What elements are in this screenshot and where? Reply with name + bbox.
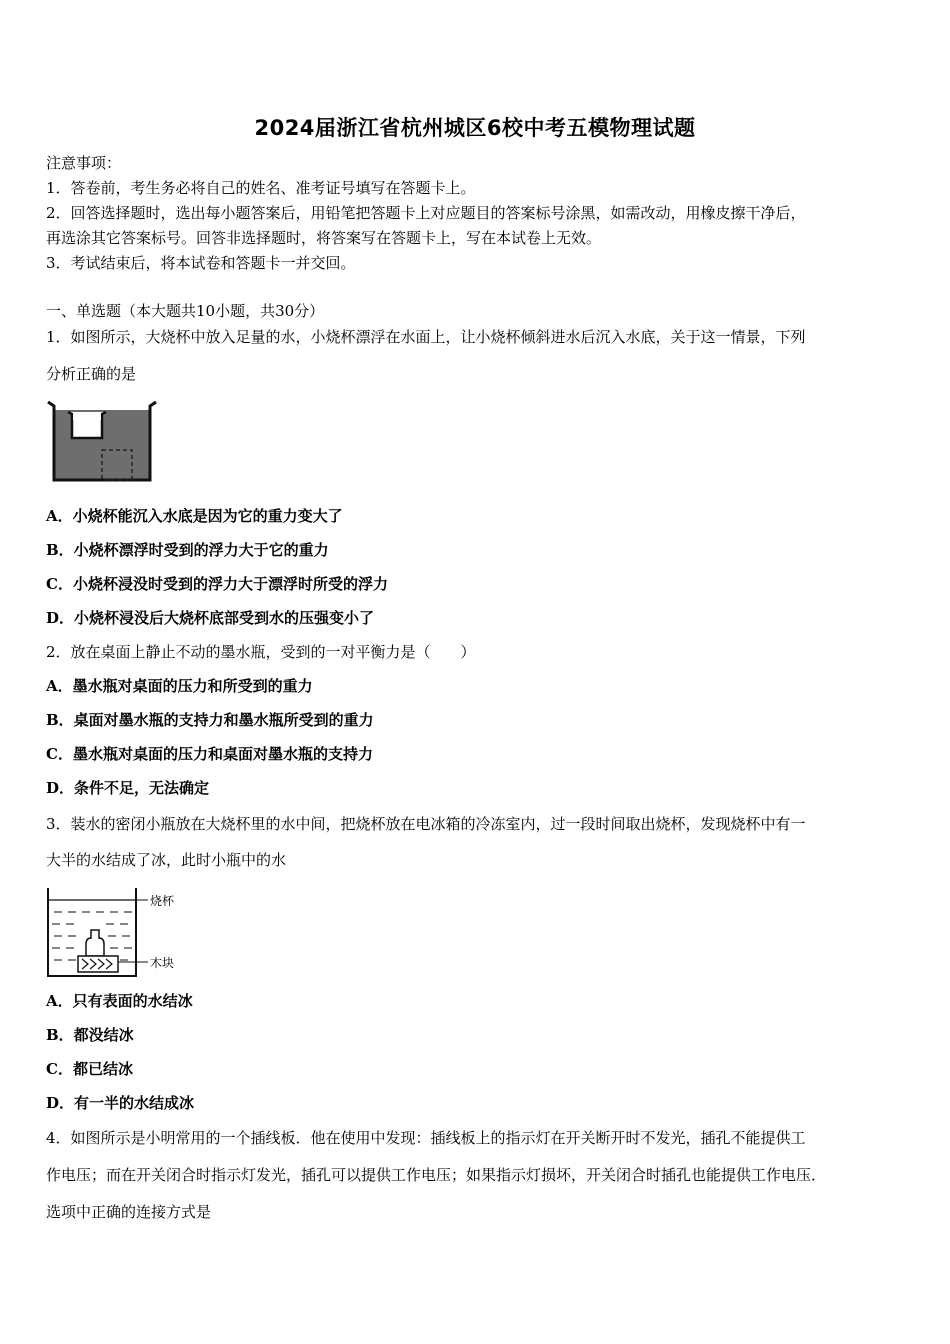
notice-item: 3．考试结束后，将本试卷和答题卡一并交回。 xyxy=(46,254,356,272)
notice-item: 1．答卷前，考生务必将自己的姓名、准考证号填写在答题卡上。 xyxy=(46,179,476,197)
section-heading: 一、单选题（本大题共10小题，共30分） xyxy=(46,302,325,320)
question-stem: 4．如图所示是小明常用的一个插线板．他在使用中发现：插线板上的指示灯在开关断开时不发光，插孔不能提供工 xyxy=(46,1129,806,1147)
question-stem: 分析正确的是 xyxy=(46,365,137,383)
option: C．小烧杯浸没时受到的浮力大于漂浮时所受的浮力 xyxy=(46,575,388,593)
beaker-label: 烧杯 xyxy=(150,894,175,908)
question-stem: 大半的水结成了冰，此时小瓶中的水 xyxy=(46,851,287,869)
beaker-figure xyxy=(46,398,158,484)
wood-block-label: 木块 xyxy=(150,956,175,970)
notice-item: 2．回答选择题时，选出每小题答案后，用铅笔把答题卡上对应题目的答案标号涂黑，如需改动，用橡皮擦干净后， xyxy=(46,204,806,222)
option: D．小烧杯浸没后大烧杯底部受到水的压强变小了 xyxy=(46,609,375,627)
option: D．条件不足，无法确定 xyxy=(46,779,210,797)
small-bottle xyxy=(86,930,104,956)
option: A．小烧杯能沉入水底是因为它的重力变大了 xyxy=(46,507,343,525)
question-stem: 3．装水的密闭小瓶放在大烧杯里的水中间，把烧杯放在电冰箱的冷冻室内，过一段时间取出烧杯，发现烧杯中有一 xyxy=(46,815,806,833)
question-stem: 2．放在桌面上静止不动的墨水瓶，受到的一对平衡力是（ ） xyxy=(46,643,476,661)
question-stem: 选项中正确的连接方式是 xyxy=(46,1203,212,1221)
small-beaker-gap xyxy=(73,414,101,420)
page-title: 2024届浙江省杭州城区6校中考五模物理试题 xyxy=(254,116,696,140)
option: B．都没结冰 xyxy=(46,1026,134,1044)
question-stem: 作电压；而在开关闭合时指示灯发光，插孔可以提供工作电压；如果指示灯损坏，开关闭合时插孔也能提供工作电压． xyxy=(46,1166,827,1184)
option: B．桌面对墨水瓶的支持力和墨水瓶所受到的重力 xyxy=(46,711,374,729)
option: B．小烧杯漂浮时受到的浮力大于它的重力 xyxy=(46,541,329,559)
option: A．墨水瓶对桌面的压力和所受到的重力 xyxy=(46,677,313,695)
option: C．墨水瓶对桌面的压力和桌面对墨水瓶的支持力 xyxy=(46,745,373,763)
option: A．只有表面的水结冰 xyxy=(46,992,193,1010)
question-stem: 1．如图所示，大烧杯中放入足量的水，小烧杯漂浮在水面上，让小烧杯倾斜进水后沉入水底，关于这一情景，下列 xyxy=(46,328,806,346)
notice-item: 再选涂其它答案标号。回答非选择题时，将答案写在答题卡上，写在本试卷上无效。 xyxy=(46,229,602,247)
freezer-beaker-figure xyxy=(44,886,194,982)
option: C．都已结冰 xyxy=(46,1060,133,1078)
notice-heading: 注意事项： xyxy=(46,154,122,172)
option: D．有一半的水结成冰 xyxy=(46,1094,195,1112)
